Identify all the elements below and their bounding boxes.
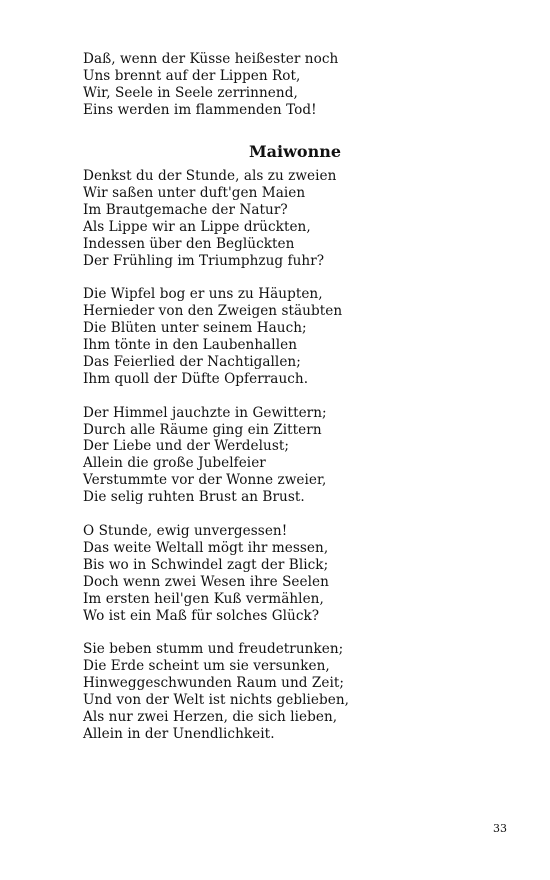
verse-line: Die selig ruhten Brust an Brust. xyxy=(83,489,305,506)
verse-line: Allein in der Unendlichkeit. xyxy=(83,725,275,742)
poem-title: Maiwonne xyxy=(248,142,342,161)
stanza-5 xyxy=(83,641,503,742)
verse-line: Der Frühling im Triumphzug fuhr? xyxy=(83,252,325,269)
stanza-spacer xyxy=(83,269,503,286)
verse-line: Das Feierlied der Nachtigallen; xyxy=(83,353,301,370)
verse-line: O Stunde, ewig unvergessen! xyxy=(83,522,288,539)
verse-line: Im Brautgemache der Natur? xyxy=(83,201,288,218)
verse-line: Sie beben stumm und freudetrunken; xyxy=(83,641,344,658)
stanza-2 xyxy=(83,286,503,387)
verse-line: Doch wenn zwei Wesen ihre Seelen xyxy=(83,573,329,590)
verse-line: Wir saßen unter duft'gen Maien xyxy=(83,184,306,201)
verse-line: Denkst du der Stunde, als zu zweien xyxy=(83,168,337,184)
verse-line: Der Liebe und der Werdelust; xyxy=(83,438,290,455)
verse-line: Als nur zwei Herzen, die sich lieben, xyxy=(83,708,338,725)
verse-line: Die Blüten unter seinem Hauch; xyxy=(83,320,307,337)
poem-body xyxy=(83,168,503,743)
page-number: 33 xyxy=(493,822,507,835)
verse-line: Im ersten heil'gen Kuß vermählen, xyxy=(83,590,324,607)
verse-line: Daß, wenn der Küsse heißester noch xyxy=(83,51,339,67)
stanza-3 xyxy=(83,405,503,506)
verse-line: Und von der Welt ist nichts geblieben, xyxy=(83,692,350,709)
verse-line: Als Lippe wir an Lippe drückten, xyxy=(83,218,311,235)
verse-line: Die Erde scheint um sie versunken, xyxy=(83,658,330,675)
verse-line: Uns brennt auf der Lippen Rot, xyxy=(83,67,301,84)
verse-line: Wir, Seele in Seele zerrinnend, xyxy=(83,84,298,101)
verse-line: Hinweggeschwunden Raum und Zeit; xyxy=(83,675,345,692)
intro-stanza xyxy=(83,51,503,119)
stanza-spacer xyxy=(83,388,503,405)
verse-line: Ihm tönte in den Laubenhallen xyxy=(83,337,298,354)
verse-line: Das weite Weltall mögt ihr messen, xyxy=(83,539,329,556)
verse-line: Bis wo in Schwindel zagt der Blick; xyxy=(83,556,329,573)
stanza-spacer xyxy=(83,624,503,641)
verse-line: Indessen über den Beglückten xyxy=(83,235,295,252)
verse-line: Allein die große Jubelfeier xyxy=(83,455,266,472)
verse-line: Hernieder von den Zweigen stäubten xyxy=(83,303,343,320)
stanza-4 xyxy=(83,523,503,624)
stanza-1 xyxy=(83,168,503,269)
verse-line: Ihm quoll der Düfte Opferrauch. xyxy=(83,370,309,387)
verse-line: Verstummte vor der Wonne zweier, xyxy=(83,472,327,489)
verse-line: Durch alle Räume ging ein Zittern xyxy=(83,421,322,438)
verse-line: Der Himmel jauchzte in Gewittern; xyxy=(83,404,327,421)
verse-line: Eins werden im flammenden Tod! xyxy=(83,101,317,118)
verse-line: Die Wipfel bog er uns zu Häupten, xyxy=(83,286,323,303)
verse-line: Wo ist ein Maß für solches Glück? xyxy=(83,607,320,624)
stanza-spacer xyxy=(83,506,503,523)
